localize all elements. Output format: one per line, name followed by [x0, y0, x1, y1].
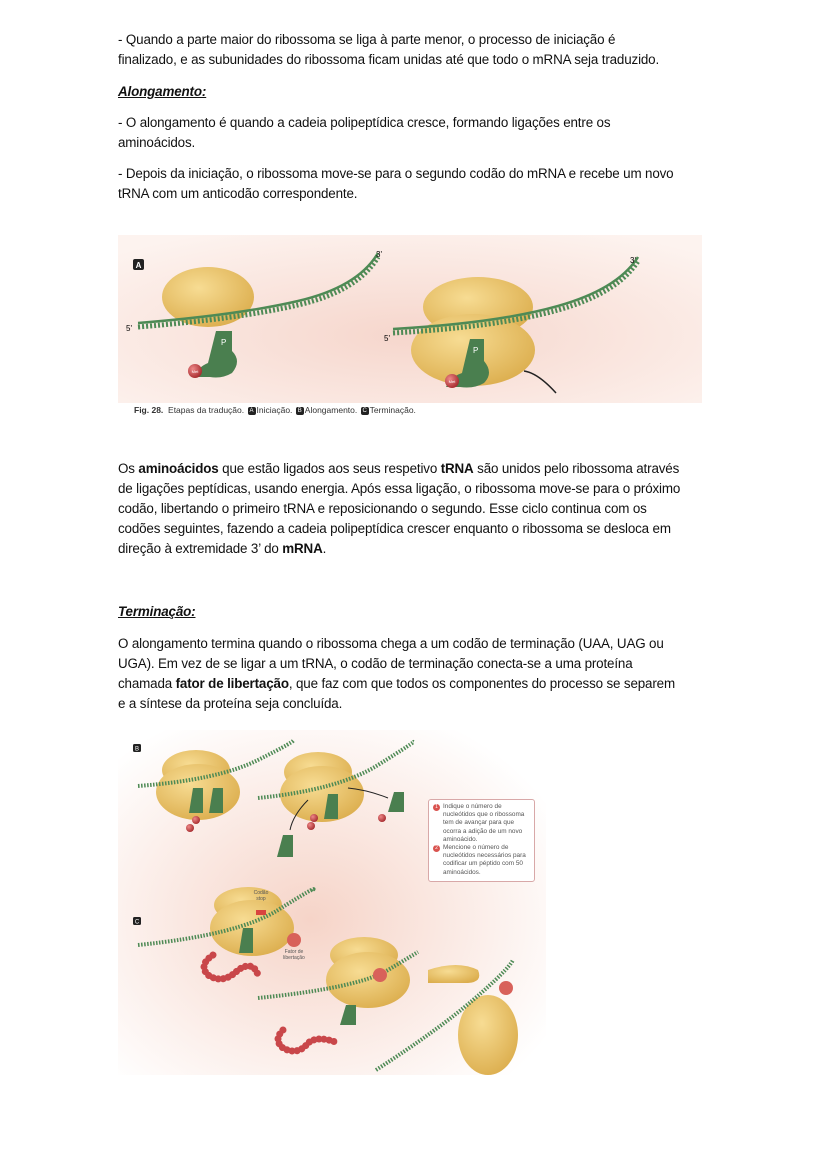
- heading-alongamento: Alongamento:: [118, 84, 207, 99]
- paragraph-line: UGA). Em vez de se ligar a um tRNA, o codão de terminação conecta-se a uma proteína: [118, 656, 633, 671]
- panel-label-c: C: [134, 919, 140, 926]
- heading-terminacao: Terminação:: [118, 604, 196, 619]
- alongamento-p2-line: tRNA com um anticodão correspondente.: [118, 186, 358, 201]
- ribosome-large-subunit: [162, 267, 254, 327]
- panel-label: A: [135, 261, 142, 270]
- paragraph-line: chamada fator de libertação, que faz com que todos os componentes do processo se separem: [118, 676, 675, 691]
- svg-text:libertação: libertação: [283, 955, 305, 961]
- paragraph-line: direção à extremidade 3’ do mRNA.: [118, 541, 327, 556]
- svg-text:P: P: [473, 346, 479, 355]
- alongamento-p1-line: aminoácidos.: [118, 135, 196, 150]
- figure-translation-initiation: [118, 235, 702, 403]
- release-factor: [287, 933, 301, 947]
- intro-line: - Quando a parte maior do ribossoma se liga à parte menor, o processo de iniciação é: [118, 32, 616, 47]
- paragraph-line: codão, libertando o primeiro tRNA e reposicionando o segundo. Esse ciclo continua com os: [118, 501, 647, 516]
- question-2: Mencione o número de nucleótidos necessários para codificar um péptido com 50 aminoácidos.: [443, 844, 526, 876]
- p-site-label: P: [221, 338, 227, 347]
- paragraph-line: O alongamento termina quando o ribossoma chega a um codão de terminação (UAA, UAG ou: [118, 636, 664, 651]
- svg-text:Met: Met: [448, 379, 456, 384]
- paragraph-line: de ligações peptídicas, usando energia. Após essa ligação, o ribossoma move-se para o próximo: [118, 481, 681, 496]
- five-prime-label: 5': [126, 324, 132, 333]
- svg-text:Codão: Codão: [253, 890, 269, 896]
- figure-caption: Fig. 28. Etapas da tradução. A Iniciação. B Alongamento. C Terminação.: [134, 405, 416, 415]
- stop-codon: [256, 910, 266, 915]
- alongamento-p1-line: - O alongamento é quando a cadeia polipeptídica cresce, formando ligações entre os: [118, 115, 611, 130]
- svg-text:Met: Met: [191, 369, 199, 374]
- figure-elongation-termination: [118, 730, 546, 1075]
- svg-text:5': 5': [384, 334, 390, 343]
- svg-text:stop: stop: [256, 896, 266, 902]
- paragraph-line: e a síntese da proteína seja concluída.: [118, 696, 343, 711]
- intro-line: finalizado, e as subunidades do ribossoma ficam unidas até que todo o mRNA seja traduzido.: [118, 52, 660, 67]
- svg-text:3': 3': [630, 256, 636, 265]
- three-prime-label: 3': [376, 250, 382, 259]
- paragraph-line: Os aminoácidos que estão ligados aos seus respetivo tRNA são unidos pelo ribossoma através: [118, 461, 680, 476]
- svg-text:Fator de: Fator de: [284, 949, 304, 955]
- ribosome: [280, 766, 364, 822]
- alongamento-p2-line: - Depois da iniciação, o ribossoma move-se para o segundo codão do mRNA e recebe um novo: [118, 166, 674, 181]
- panel-label-b: B: [134, 746, 140, 753]
- paragraph-line: codões seguintes, fazendo a cadeia polipeptídica crescer enquanto o ribossoma se desloca em: [118, 521, 671, 536]
- questions-box: 1 Indique o número de nucleótidos que o ribossoma tem de avançar para que ocorra a adição de um novo aminoácido. 2 Mencione o número de nucleótidos necessários para codificar um péptido com 50 aminoácidos.: [428, 799, 535, 882]
- ribosome-small-subunit: [458, 995, 518, 1075]
- question-1: Indique o número de nucleótidos que o ribossoma tem de avançar para que ocorra a adição de um novo aminoácido.: [443, 803, 525, 843]
